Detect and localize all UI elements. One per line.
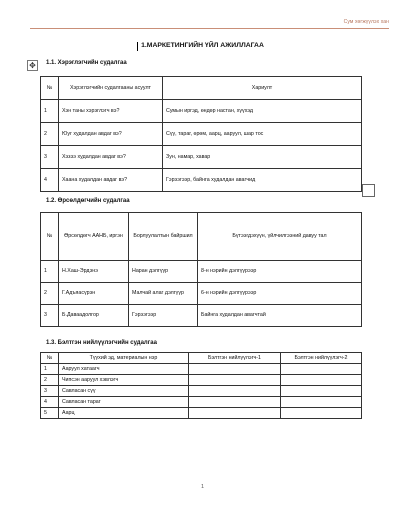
section-title-consumer-survey: 1.1. Хэрэглэгчийн судалгаа	[46, 60, 127, 66]
table-row	[41, 305, 362, 327]
material-cell: Ааруул хатаагч	[59, 364, 189, 375]
location-cell: Наран дэлгүүр	[129, 261, 198, 283]
competitor-cell: Н.Хаш-Эрдэнэ	[59, 261, 129, 283]
supplier-survey-table	[40, 352, 362, 419]
table-row	[41, 397, 362, 408]
table-header-row	[41, 213, 362, 261]
row-number: 1	[41, 100, 59, 123]
supplier-1-cell	[189, 375, 281, 386]
margin-checkbox[interactable]	[362, 184, 375, 197]
text-cursor	[137, 42, 138, 51]
column-header: №	[41, 77, 59, 100]
answer-cell: Сүү, тараг, өрөм, аарц, ааруул, шар тос	[163, 123, 362, 146]
supplier-2-cell	[281, 408, 362, 419]
page-number: 1	[200, 484, 205, 490]
header-divider	[30, 28, 389, 29]
column-header: №	[41, 353, 59, 364]
row-number: 4	[41, 397, 59, 408]
location-cell: Малчай алаг дэлгүүр	[129, 283, 198, 305]
column-header: Борлуулалтын байршил	[129, 213, 198, 261]
answer-cell: Зун, намар, хавар	[163, 146, 362, 169]
material-cell: Савласан тараг	[59, 397, 189, 408]
competitor-survey-table	[40, 212, 362, 327]
question-cell: Хаана худалдан авдаг вэ?	[59, 169, 163, 192]
row-number: 3	[41, 305, 59, 327]
table-row	[41, 146, 362, 169]
supplier-2-cell	[281, 386, 362, 397]
supplier-1-cell	[189, 397, 281, 408]
table-row	[41, 375, 362, 386]
column-header: Өрсөлдөгч ААНБ, иргэн	[59, 213, 129, 261]
advantage-cell: 8-н нэрийн дэлгүүрээр	[198, 261, 362, 283]
table-row	[41, 283, 362, 305]
row-number: 2	[41, 283, 59, 305]
table-move-handle-icon[interactable]: ✥	[27, 60, 38, 71]
row-number: 4	[41, 169, 59, 192]
row-number: 2	[41, 375, 59, 386]
row-number: 3	[41, 146, 59, 169]
advantage-cell: Байнга худалдан авагчтай	[198, 305, 362, 327]
supplier-1-cell	[189, 408, 281, 419]
column-header: Бэлтгэн нийлүүлэгч-1	[189, 353, 281, 364]
column-header: Түүхий эд, материалын нэр	[59, 353, 189, 364]
row-number: 5	[41, 408, 59, 419]
row-number: 3	[41, 386, 59, 397]
table-row	[41, 123, 362, 146]
column-header: №	[41, 213, 59, 261]
table-row	[41, 100, 362, 123]
supplier-1-cell	[189, 364, 281, 375]
material-cell: Чипсэн ааруул хэвлэгч	[59, 375, 189, 386]
page-header-text: Сум хөгжүүлэх хан	[343, 19, 389, 25]
table-row	[41, 169, 362, 192]
section-title-supplier-survey: 1.3. Бэлтгэн нийлүүлэгчийн судалгаа	[46, 340, 157, 346]
table-row	[41, 364, 362, 375]
table-row	[41, 386, 362, 397]
material-cell: Савласан сүү	[59, 386, 189, 397]
table-row	[41, 261, 362, 283]
section-title-competitor-survey: 1.2. Өрсөлдөгчийн судалгаа	[46, 198, 130, 204]
row-number: 1	[41, 261, 59, 283]
competitor-cell: Б.Даваадолгор	[59, 305, 129, 327]
supplier-2-cell	[281, 397, 362, 408]
material-cell: Аарц	[59, 408, 189, 419]
advantage-cell: 6-н нэрийн дэлгүүрээр	[198, 283, 362, 305]
consumer-survey-table	[40, 76, 362, 192]
answer-cell: Сумын иргэд, өндөр настан, хүүхэд	[163, 100, 362, 123]
table-row	[41, 408, 362, 419]
supplier-2-cell	[281, 375, 362, 386]
question-cell: Хэзээ худалдан авдаг вэ?	[59, 146, 163, 169]
competitor-cell: Г.Адъяасүрэн	[59, 283, 129, 305]
supplier-2-cell	[281, 364, 362, 375]
answer-cell: Гэрээгээр, байнга худалдан авагчид	[163, 169, 362, 192]
table-header-row	[41, 77, 362, 100]
column-header: Хэрэглэгчийн судалгааны асуулт	[59, 77, 163, 100]
supplier-1-cell	[189, 386, 281, 397]
question-cell: Хэн таны хэрэглэгч вэ?	[59, 100, 163, 123]
table-header-row	[41, 353, 362, 364]
row-number: 1	[41, 364, 59, 375]
column-header: Бүтээгдэхүүн, үйлчилгээний давуу тал	[198, 213, 362, 261]
column-header: Хариулт	[163, 77, 362, 100]
location-cell: Гэрээгээр	[129, 305, 198, 327]
question-cell: Юуг худалдан авдаг вэ?	[59, 123, 163, 146]
document-title: 1.МАРКЕТИНГИЙН ҮЙЛ АЖИЛЛАГАА	[141, 42, 264, 49]
row-number: 2	[41, 123, 59, 146]
column-header: Бэлтгэн нийлүүлэгч-2	[281, 353, 362, 364]
